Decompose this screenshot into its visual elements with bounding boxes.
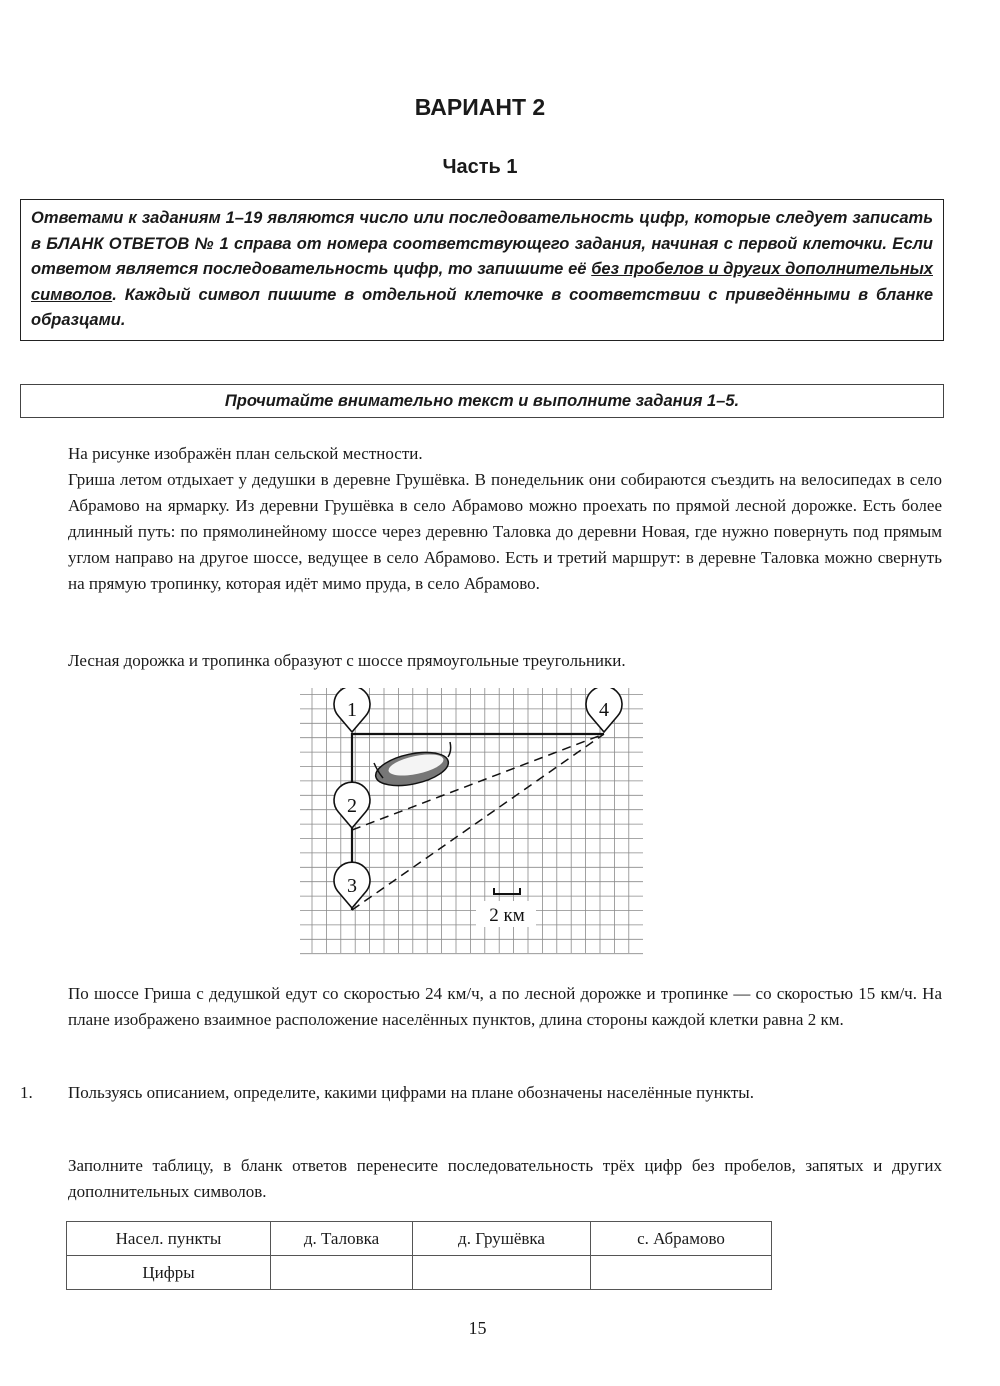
answer-cell-abramovo[interactable] — [591, 1256, 772, 1290]
header-cell: Насел. пункты — [67, 1222, 271, 1256]
marker-2-label: 2 — [347, 795, 357, 817]
task-number: 1. — [20, 1083, 33, 1102]
answer-cell-talovka[interactable] — [271, 1256, 413, 1290]
header-cell: д. Таловка — [271, 1222, 413, 1256]
tasks-header: Прочитайте внимательно текст и выполните задания 1–5. — [20, 384, 944, 418]
answer-table — [66, 1221, 772, 1290]
intro-paragraph: На рисунке изображён план сельской местности. — [68, 444, 423, 463]
village-plan-diagram — [300, 688, 645, 960]
instructions-box — [20, 199, 944, 341]
marker-3-label: 3 — [347, 875, 357, 897]
scale-bracket — [494, 888, 520, 894]
page-number: 15 — [468, 1318, 487, 1338]
instructions-underlined: без пробелов и других дополнительных символов — [31, 260, 933, 304]
answer-cell-grushevka[interactable] — [413, 1256, 591, 1290]
header-cell: д. Грушёвка — [413, 1222, 591, 1256]
instructions-text-end: . Каждый символ пишите в отдельной клеточке в соответствии с приведёнными в бланке образцами. — [31, 285, 933, 330]
table-header-row — [67, 1222, 772, 1256]
pond — [373, 742, 452, 791]
scale-label: 2 км — [489, 905, 525, 926]
task-question: Пользуясь описанием, определите, какими цифрами на плане обозначены населённые пункты. — [68, 1083, 754, 1102]
instructions-text: Ответами к заданиям 1–19 являются число или последовательность цифр, которые следует записать в БЛАНК ОТВЕТОВ № 1 справа от номера соответствующего задания, начиная с первой клеточки. Если ответом является последовательность цифр, то запишите её — [31, 209, 933, 279]
header-cell: с. Абрамово — [591, 1222, 772, 1256]
story-paragraph: Гриша летом отдыхает у дедушки в деревне Грушёвка. В понедельник они собираются съездить на велосипедах в село Абрамово на ярмарку. Из деревни Грушёвка в село Абрамово можно проехать по прямой лесной дорожке. Есть более длинный путь: по прямолинейному шоссе через деревню Таловка до деревни Новая, где нужно повернуть под прямым углом направо на другое шоссе, ведущее в село Абрамово. Есть и третий маршрут: в деревне Таловка можно свернуть на прямую тропинку, которая идёт мимо пруда, в село Абрамово. — [68, 470, 942, 593]
marker-4-label: 4 — [599, 699, 609, 721]
task-instruction: Заполните таблицу, в бланк ответов перенесите последовательность трёх цифр без пробелов, запятых и других дополнительных символов. — [68, 1156, 942, 1201]
row-label: Цифры — [67, 1256, 271, 1290]
variant-title: ВАРИАНТ 2 — [414, 94, 546, 120]
table-answer-row — [67, 1256, 772, 1290]
part-title: Часть 1 — [442, 156, 518, 178]
marker-1-label: 1 — [347, 699, 357, 721]
triangles-paragraph: Лесная дорожка и тропинка образуют с шоссе прямоугольные треугольники. — [68, 651, 626, 670]
speed-paragraph: По шоссе Гриша с дедушкой едут со скоростью 24 км/ч, а по лесной дорожке и тропинке — со скоростью 15 км/ч. На плане изображено взаимное расположение населённых пунктов, длина стороны каждой клетки равна 2 км. — [68, 984, 942, 1029]
